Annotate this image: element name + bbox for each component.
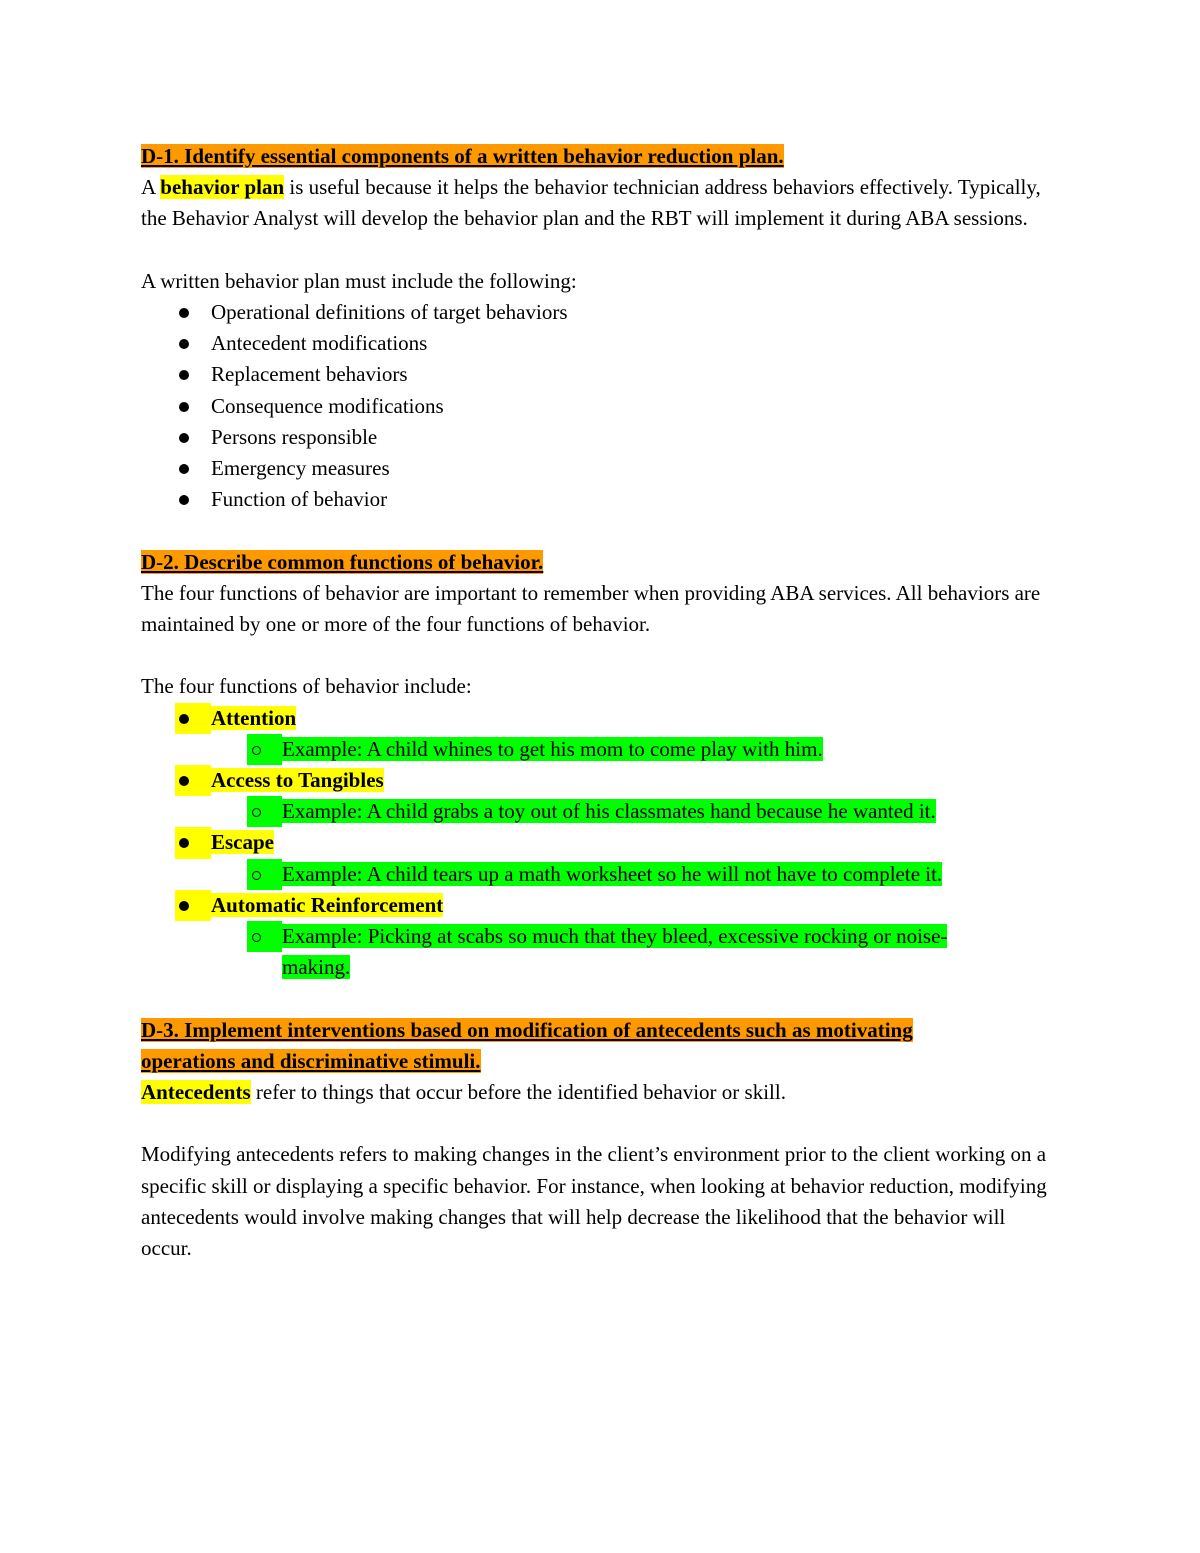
list-item-text: Emergency measures [211,456,390,481]
spacer [141,1108,1061,1139]
hollow-bullet-icon [247,734,282,765]
functions-list [141,703,1061,984]
hollow-bullet-icon [247,859,282,890]
section-d2-heading [141,547,1061,578]
spacer [141,235,1061,266]
list-item-text: Persons responsible [211,424,378,449]
list-item [141,453,1061,484]
list-item [141,422,1061,453]
example-item [141,859,1061,890]
function-item-automatic-reinforcement [141,890,1061,921]
bullet-icon [175,765,211,796]
section-d1-paragraph [141,172,1061,234]
list-item [141,328,1061,359]
section-d3-paragraph-2: Modifying antecedents refers to making changes in the client’s environment prior to the client working on a specific skill or displaying a specific behavior. For instance, when looking at behavior reduction, modifying antecedents would involve making changes that will help decrease the likelihood that the behavior will occur. [141,1142,1047,1261]
function-item-access-to-tangibles [141,765,1061,796]
bullet-icon [175,827,211,858]
bullet-icon [179,402,189,412]
bullet-icon [175,890,211,921]
list-item-text: Function of behavior [211,487,388,512]
list-item-text: Antecedent modifications [211,331,428,356]
document-page [141,141,1061,1264]
function-item-escape [141,827,1061,858]
bullet-icon [179,464,189,474]
d1-p1-lead: A [141,175,161,200]
bullet-icon [179,339,189,349]
behavior-plan-components-list [141,297,1061,515]
bullet-icon [179,495,189,505]
function-label: Automatic Reinforcement [211,892,444,917]
section-d1-list-intro: A written behavior plan must include the following: [141,268,577,293]
section-d3-heading [141,1015,1061,1077]
example-item [141,734,1061,765]
list-item [141,391,1061,422]
d3-p1-rest: refer to things that occur before the identified behavior or skill. [250,1080,786,1105]
list-item-text: Operational definitions of target behaviors [211,300,568,324]
bullet-icon [175,703,211,734]
example-text: Example: Picking at scabs so much that they bleed, excessive rocking or noise-making. [282,924,948,980]
list-item [141,297,1061,328]
list-item-text: Consequence modifications [211,393,444,418]
example-item [141,796,1061,827]
function-label: Escape [211,830,274,855]
list-item-text: Replacement behaviors [211,362,408,387]
spacer [141,515,1061,546]
section-d1-heading [141,141,1061,172]
hollow-bullet-icon [247,921,282,952]
term-behavior-plan: behavior plan [160,175,285,200]
example-text: Example: A child whines to get his mom to come play with him. [282,736,823,761]
function-item-attention [141,703,1061,734]
term-antecedents: Antecedents [141,1080,251,1105]
section-d2-list-intro: The four functions of behavior include: [141,674,472,699]
example-item [141,921,1061,983]
list-item [141,484,1061,515]
section-d2-heading-text: D-2. Describe common functions of behavior. [141,549,544,574]
bullet-icon [179,370,189,380]
section-d3-heading-text: D-3. Implement interventions based on modification of antecedents such as motivating operations and discriminative stimuli. [141,1017,913,1073]
example-text: Example: A child grabs a toy out of his classmates hand because he wanted it. [282,799,936,824]
example-text: Example: A child tears up a math worksheet so he will not have to complete it. [282,861,943,886]
function-label: Access to Tangibles [211,768,384,793]
function-label: Attention [211,705,297,730]
section-d1-heading-text: D-1. Identify essential components of a written behavior reduction plan. [141,144,784,168]
bullet-icon [179,308,189,318]
section-d3-paragraph [141,1077,1061,1108]
spacer [141,983,1061,1014]
hollow-bullet-icon [247,796,282,827]
bullet-icon [179,433,189,443]
spacer [141,640,1061,671]
d1-p1-rest: is useful because it helps the behavior technician address behaviors effectively. Typically, the Behavior Analyst will develop the behavior plan and the RBT will implement it during ABA sessions. [141,175,1041,231]
section-d2-paragraph: The four functions of behavior are important to remember when providing ABA services. All behaviors are maintained by one or more of the four functions of behavior. [141,580,1041,637]
list-item [141,359,1061,390]
